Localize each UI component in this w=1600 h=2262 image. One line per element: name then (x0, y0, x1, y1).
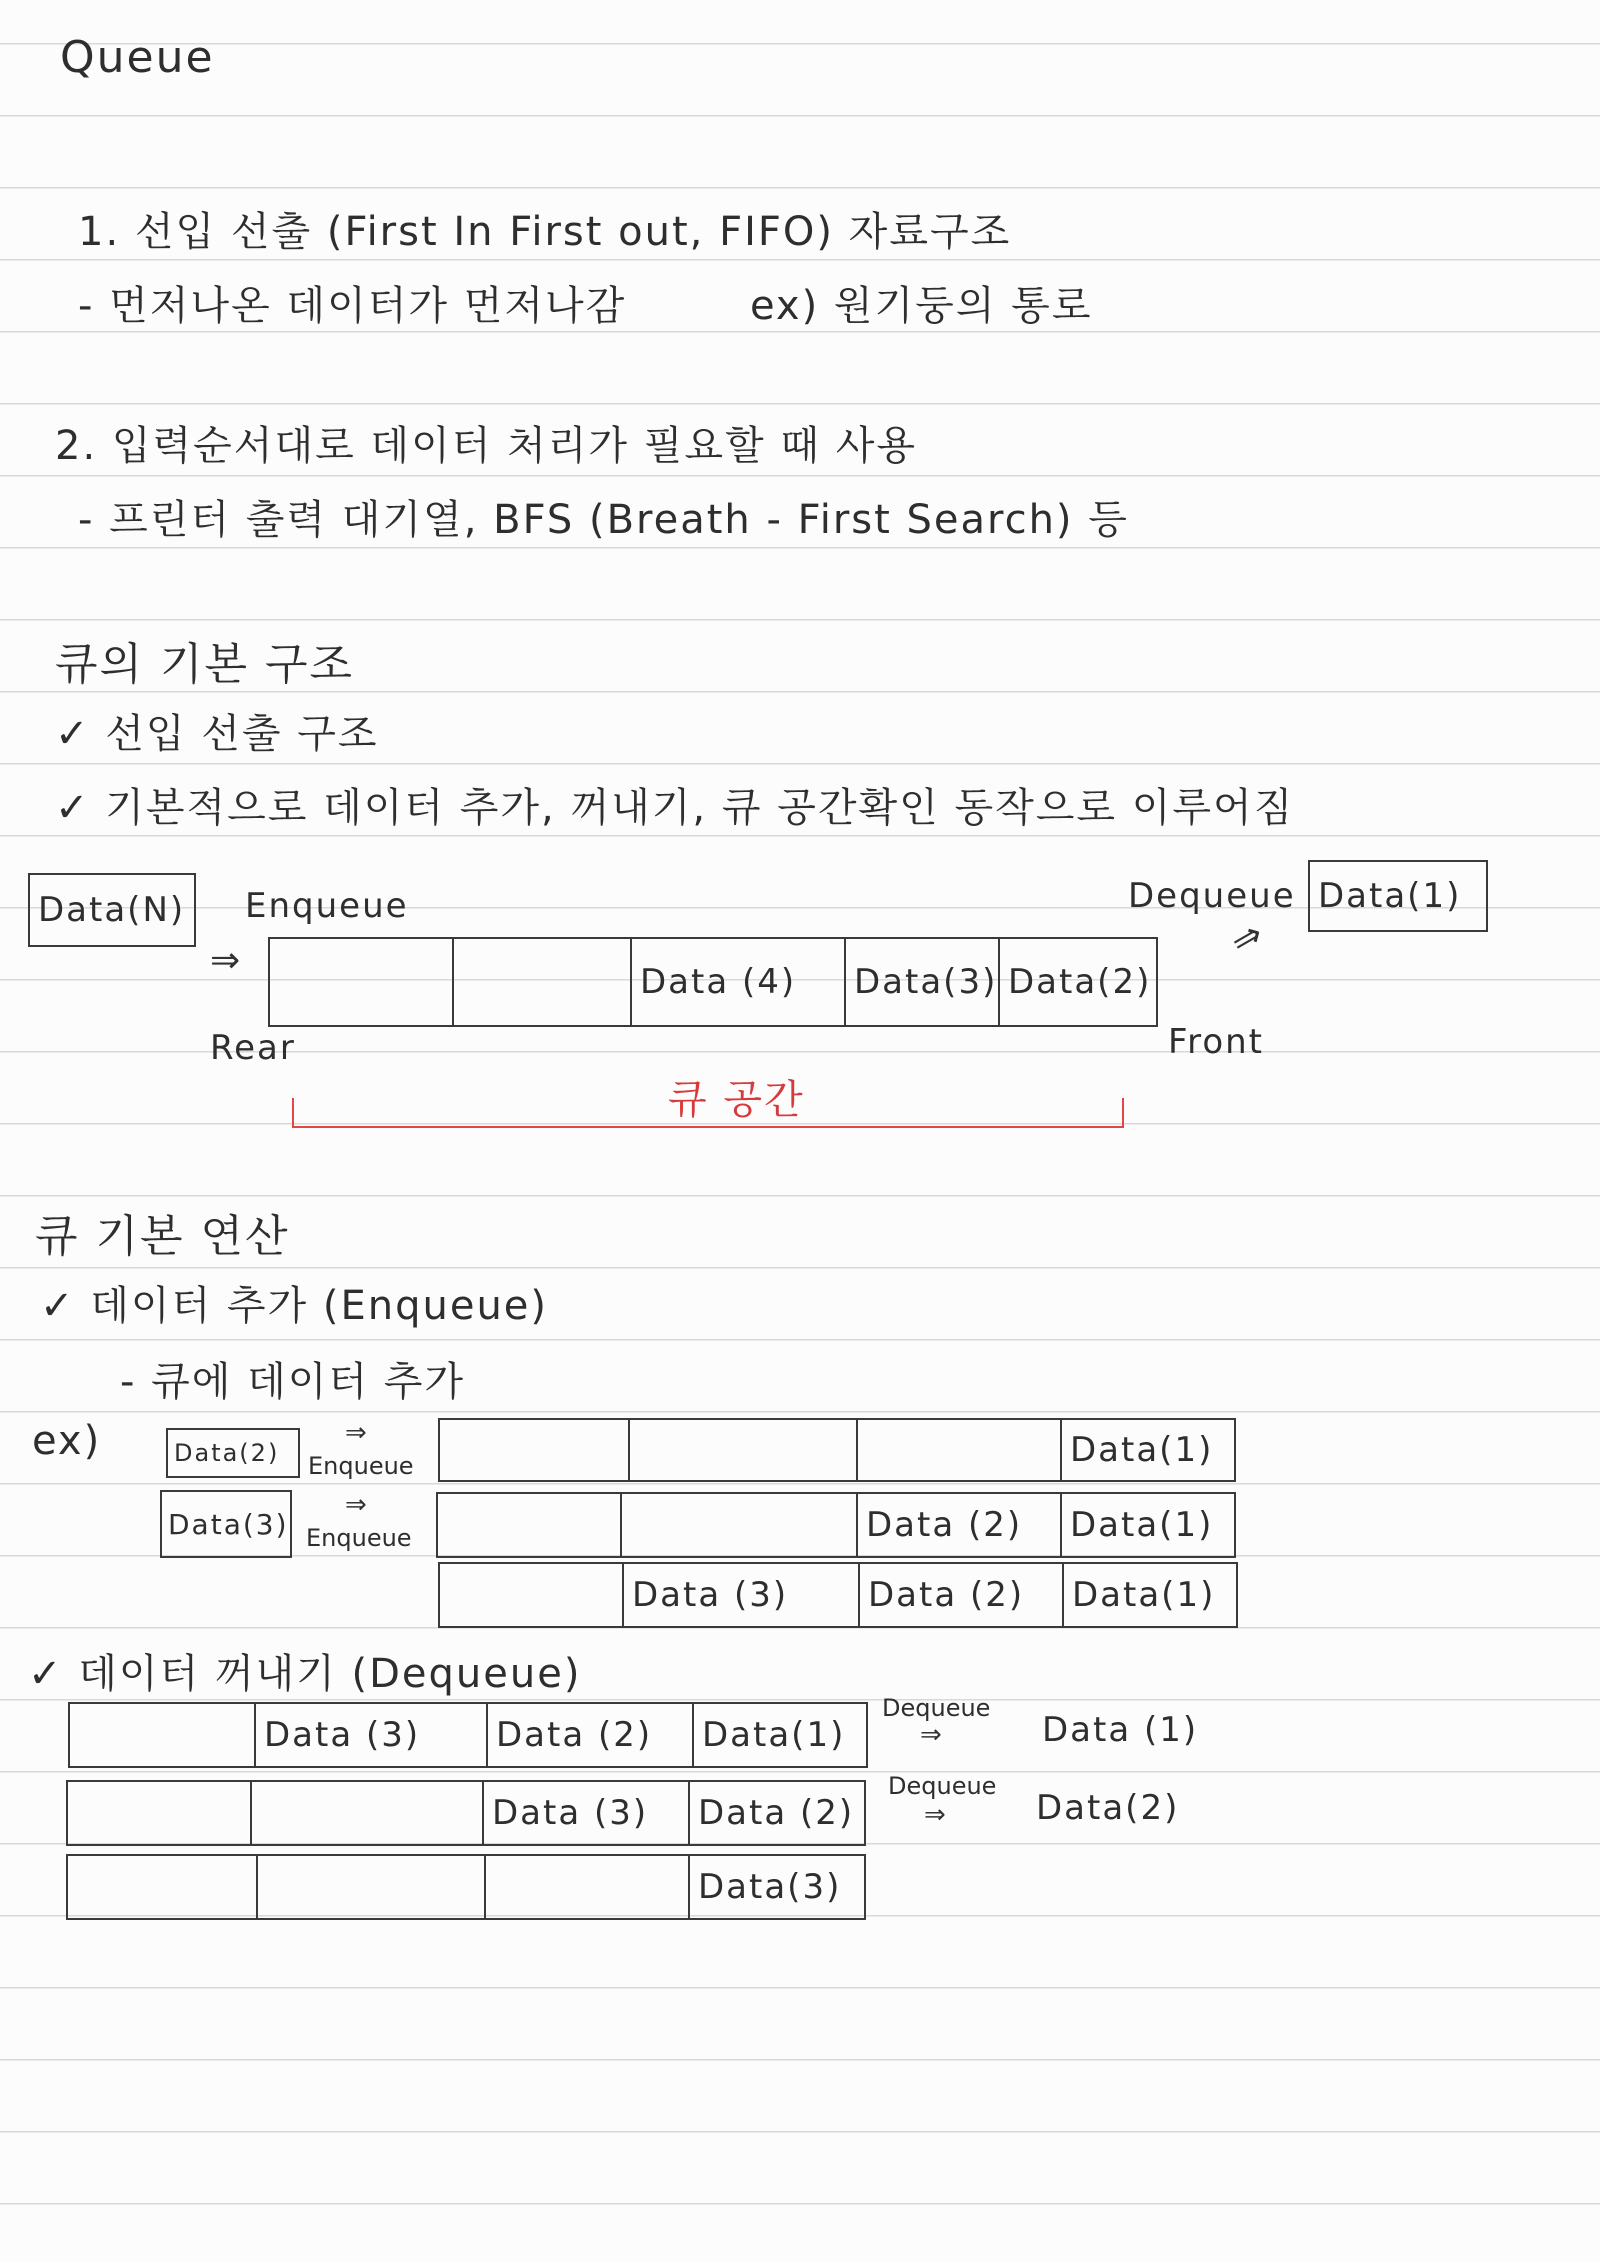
page-title: Queue (60, 32, 215, 83)
queue-cell: Data (3) (256, 1704, 488, 1766)
queue-cell (440, 1420, 630, 1480)
queue-cell: Data (3) (624, 1564, 860, 1626)
structure-check-1: ✓ 선입 선출 구조 (55, 711, 379, 757)
queue-cell: Data(2) (1008, 962, 1152, 1002)
dequeue-step-arrow-icon: ⇒ (920, 1720, 942, 1750)
dequeue-output: Data(2) (1036, 1788, 1180, 1828)
queue-cell: Data(1) (1070, 1505, 1214, 1545)
structure-heading: 큐의 기본 구조 (55, 639, 354, 690)
queue-space-bracket (292, 1098, 1124, 1128)
enqueue-step-arrow-icon: ⇒ (345, 1418, 367, 1448)
dequeue-step-row (66, 1854, 866, 1920)
enqueue-input-label: Data(3) (168, 1507, 289, 1541)
queue-cell (858, 1420, 1062, 1480)
incoming-data-box (28, 873, 196, 947)
incoming-data-label: Data(N) (38, 890, 186, 930)
dequeue-title: ✓ 데이터 꺼내기 (Dequeue) (28, 1651, 582, 1697)
queue-cell: Data(3) (846, 939, 1000, 1025)
outgoing-data-label: Data(1) (1318, 876, 1462, 916)
enqueue-desc: - 큐에 데이터 추가 (120, 1359, 466, 1405)
dequeue-label: Dequeue (1128, 876, 1296, 916)
enqueue-label: Enqueue (245, 886, 409, 926)
queue-cell: Data(3) (698, 1867, 842, 1907)
queue-cell: Data (2) (858, 1494, 1062, 1556)
intro-point-2-sub: - 프린터 출력 대기열, BFS (Breath - First Search) 등 (78, 497, 1129, 543)
queue-cell: Data (3) (484, 1782, 690, 1844)
intro-point-1: 1. 선입 선출 (First In First out, FIFO) 자료구조 (78, 209, 1012, 255)
queue-cell: Data(1) (702, 1715, 846, 1755)
queue-cell (68, 1782, 252, 1844)
enqueue-step-label: Enqueue (306, 1524, 412, 1552)
front-label: Front (1168, 1022, 1264, 1062)
queue-cell (68, 1856, 258, 1918)
rear-label: Rear (210, 1028, 296, 1068)
enqueue-input-box (160, 1490, 292, 1558)
dequeue-step-label: Dequeue (882, 1694, 991, 1722)
queue-cell (622, 1494, 858, 1556)
queue-cell: Data (2) (860, 1564, 1064, 1626)
enqueue-step-row (438, 1418, 1236, 1482)
enqueue-step-row (436, 1492, 1236, 1558)
outgoing-data-box (1308, 860, 1488, 932)
intro-point-2: 2. 입력순서대로 데이터 처리가 필요할 때 사용 (55, 423, 917, 469)
queue-cell (438, 1494, 622, 1556)
queue-cell (454, 939, 632, 1025)
enqueue-step-label: Enqueue (308, 1452, 414, 1480)
enqueue-input-label: Data(2) (174, 1439, 280, 1467)
queue-cell (486, 1856, 690, 1918)
queue-cell: Data (2) (488, 1704, 694, 1766)
intro-point-1-sub: - 먼저나온 데이터가 먼저나감 (78, 283, 627, 329)
dequeue-output: Data (1) (1042, 1710, 1199, 1750)
structure-check-2: ✓ 기본적으로 데이터 추가, 꺼내기, 큐 공간확인 동작으로 이루어짐 (55, 785, 1295, 831)
dequeue-step-row (66, 1780, 866, 1846)
intro-point-1-example: ex) 원기둥의 통로 (750, 283, 1093, 329)
queue-cell: Data (4) (632, 939, 846, 1025)
example-label: ex) (32, 1418, 102, 1464)
enqueue-input-box (166, 1428, 300, 1478)
queue-cell: Data(1) (1072, 1575, 1216, 1615)
enqueue-arrow-icon: ⇒ (210, 940, 241, 981)
queue-cell (440, 1564, 624, 1626)
queue-cell (270, 939, 454, 1025)
enqueue-title: ✓ 데이터 추가 (Enqueue) (40, 1283, 549, 1329)
queue-structure-row (268, 937, 1158, 1027)
dequeue-step-row (68, 1702, 868, 1768)
queue-cell (258, 1856, 486, 1918)
queue-cell (70, 1704, 256, 1766)
queue-cell (252, 1782, 484, 1844)
dequeue-step-arrow-icon: ⇒ (924, 1800, 946, 1830)
queue-cell: Data (2) (698, 1793, 855, 1833)
queue-space-label: 큐 공간 (668, 1077, 805, 1123)
enqueue-step-row (438, 1562, 1238, 1628)
dequeue-arrow-icon: ⇒ (1223, 913, 1271, 964)
dequeue-step-label: Dequeue (888, 1772, 997, 1800)
queue-cell: Data(1) (1070, 1430, 1214, 1470)
enqueue-step-arrow-icon: ⇒ (345, 1490, 367, 1520)
queue-cell (630, 1420, 858, 1480)
operations-heading: 큐 기본 연산 (35, 1211, 290, 1262)
